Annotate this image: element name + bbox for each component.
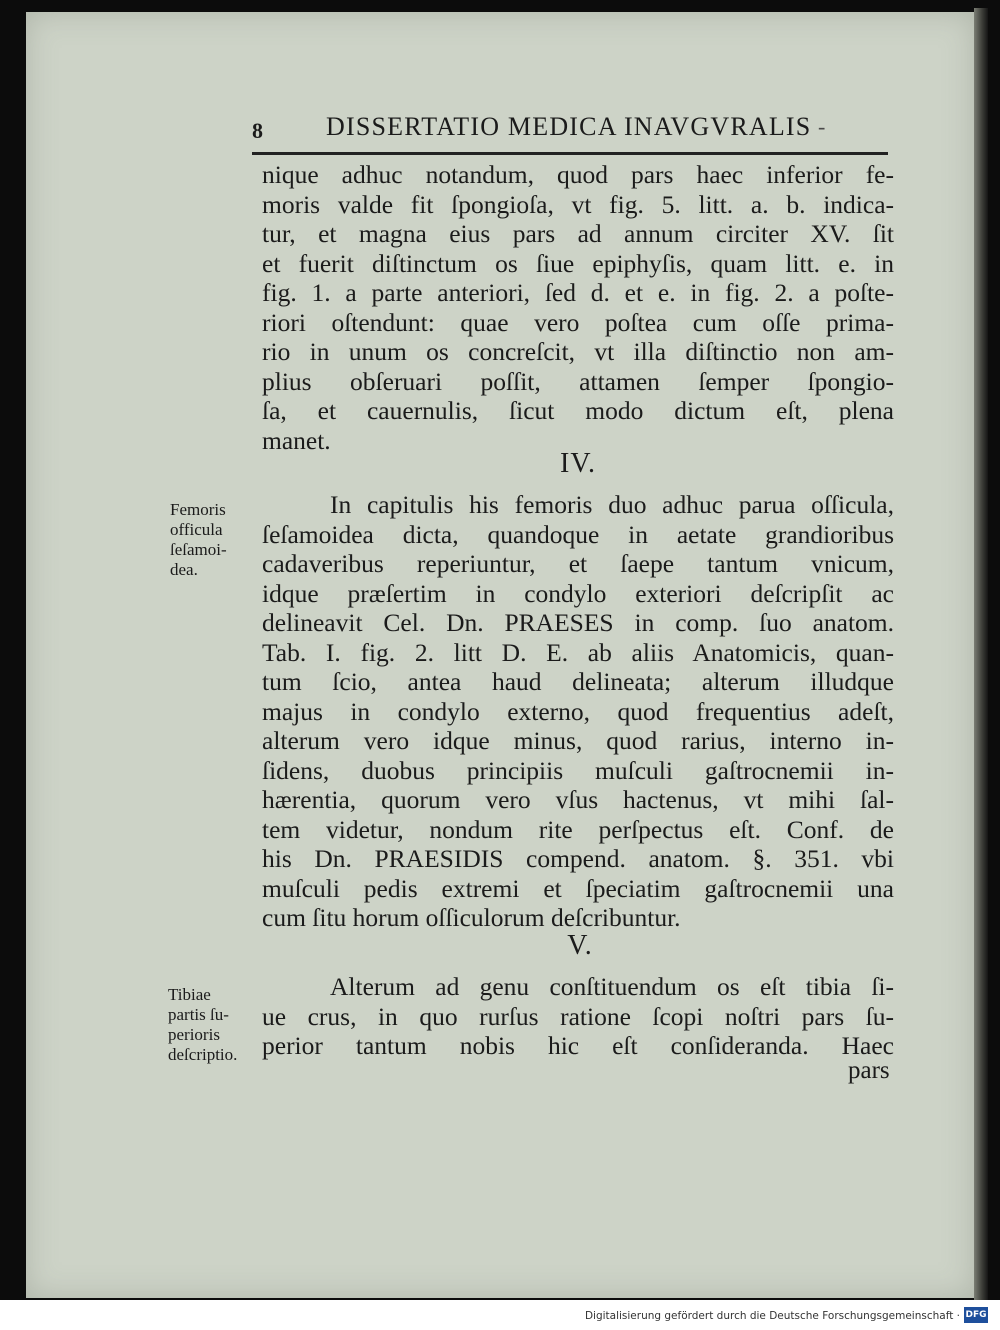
text-line: et fuerit diſtinctum os ſiue epiphyſis, quam litt. e. in xyxy=(262,248,894,278)
text-line: moris valde fit ſpongioſa, vt fig. 5. litt. a. b. indica- xyxy=(262,189,894,219)
text-line: cadaveribus reperiuntur, et ſaepe tantum vnicum, xyxy=(262,549,894,578)
margin-note-femoris xyxy=(170,500,262,580)
header-rule xyxy=(252,152,888,155)
digitization-credit: Digitalisierung gefördert durch die Deutsche Forschungsgemeinschaft · xyxy=(584,1310,960,1322)
page-number: 8 xyxy=(252,118,263,143)
margin-note-tibiae xyxy=(168,985,260,1065)
text-line: rio in unum os concreſcit, vt illa diſtinctio non am- xyxy=(262,337,894,366)
text-line: perior tantum nobis hic eſt conſideranda. Haec xyxy=(262,1031,894,1060)
text-line: riori oſtendunt: quae vero poſtea cum oſſe prima- xyxy=(262,307,894,337)
margin-note-line: ſeſamoi- xyxy=(170,540,227,559)
text-line: ſeſamoidea dicta, quandoque in aetate grandioribus xyxy=(262,519,894,549)
dfg-logo: DFG xyxy=(964,1307,988,1323)
margin-note-line: deſcriptio. xyxy=(168,1045,238,1064)
text-line: muſculi pedis extremi et ſpeciatim gaſtrocnemii una xyxy=(262,873,894,903)
margin-note-line: perioris xyxy=(168,1025,220,1044)
text-line: ſa, et cauernulis, ſicut modo dictum eſt, plena xyxy=(262,396,894,425)
catchword: pars xyxy=(848,1057,890,1084)
text-line: tur, et magna eius pars ad annum circiter XV. ſit xyxy=(262,219,894,248)
running-head: DISSERTATIO MEDICA INAVGVRALIS xyxy=(326,112,812,141)
text-line: nique adhuc notandum, quod pars haec inferior fe- xyxy=(262,160,894,189)
text-line: ſidens, duobus principiis muſculi gaſtrocnemii in- xyxy=(262,755,894,785)
page-edge xyxy=(974,8,988,1300)
text-line: cum ſitu horum oſſiculorum deſcribuntur. xyxy=(262,903,681,932)
margin-note-line: Femoris xyxy=(170,500,226,519)
margin-note-line: dea. xyxy=(170,560,198,579)
text-line: hærentia, quorum vero vſus hactenus, vt mihi ſal- xyxy=(262,785,894,814)
text-line: delineavit Cel. Dn. PRAESES in comp. ſuo anatom. xyxy=(262,608,894,637)
text-line-content: In capitulis his femoris duo adhuc parua oſſicula, xyxy=(330,490,894,519)
text-line: manet. xyxy=(262,425,331,455)
section-numeral-iv: IV. xyxy=(560,448,596,479)
text-line: tem videtur, nondum rite perſpectus eſt. Conf. de xyxy=(262,814,894,844)
text-line xyxy=(262,490,894,520)
text-line: majus in condylo externo, quod frequentius adeſt, xyxy=(262,696,894,726)
text-line: idque præſertim in condylo exteriori deſcripſit ac xyxy=(262,578,894,608)
text-line xyxy=(262,972,894,1002)
text-line: plius obſeruari poſſit, attamen ſemper ſpongio- xyxy=(262,366,894,396)
section-numeral-v: V. xyxy=(567,930,593,961)
text-line: fig. 1. a parte anteriori, ſed d. et e. in fig. 2. a poſte- xyxy=(262,278,894,307)
text-line: alterum vero idque minus, quod rarius, interno in- xyxy=(262,726,894,755)
text-line: Tab. I. fig. 2. litt D. E. ab aliis Anatomicis, quan- xyxy=(262,637,894,667)
intro-paragraph xyxy=(262,160,894,455)
text-line-content: Alterum ad genu conſtituendum os eſt tibia ſi- xyxy=(330,972,894,1001)
section-iv-paragraph xyxy=(262,490,894,933)
margin-note-line: officula xyxy=(170,520,223,539)
text-line: his Dn. PRAESIDIS compend. anatom. §. 351. vbi xyxy=(262,844,894,873)
margin-note-line: Tibiae xyxy=(168,985,211,1004)
text-line: ue crus, in quo rurſus ratione ſcopi noſtri pars ſu- xyxy=(262,1001,894,1031)
margin-note-line: partis ſu- xyxy=(168,1005,229,1024)
running-head-dash: - xyxy=(818,114,826,139)
text-line: tum ſcio, antea haud delineata; alterum illudque xyxy=(262,667,894,696)
section-v-paragraph xyxy=(262,972,894,1061)
